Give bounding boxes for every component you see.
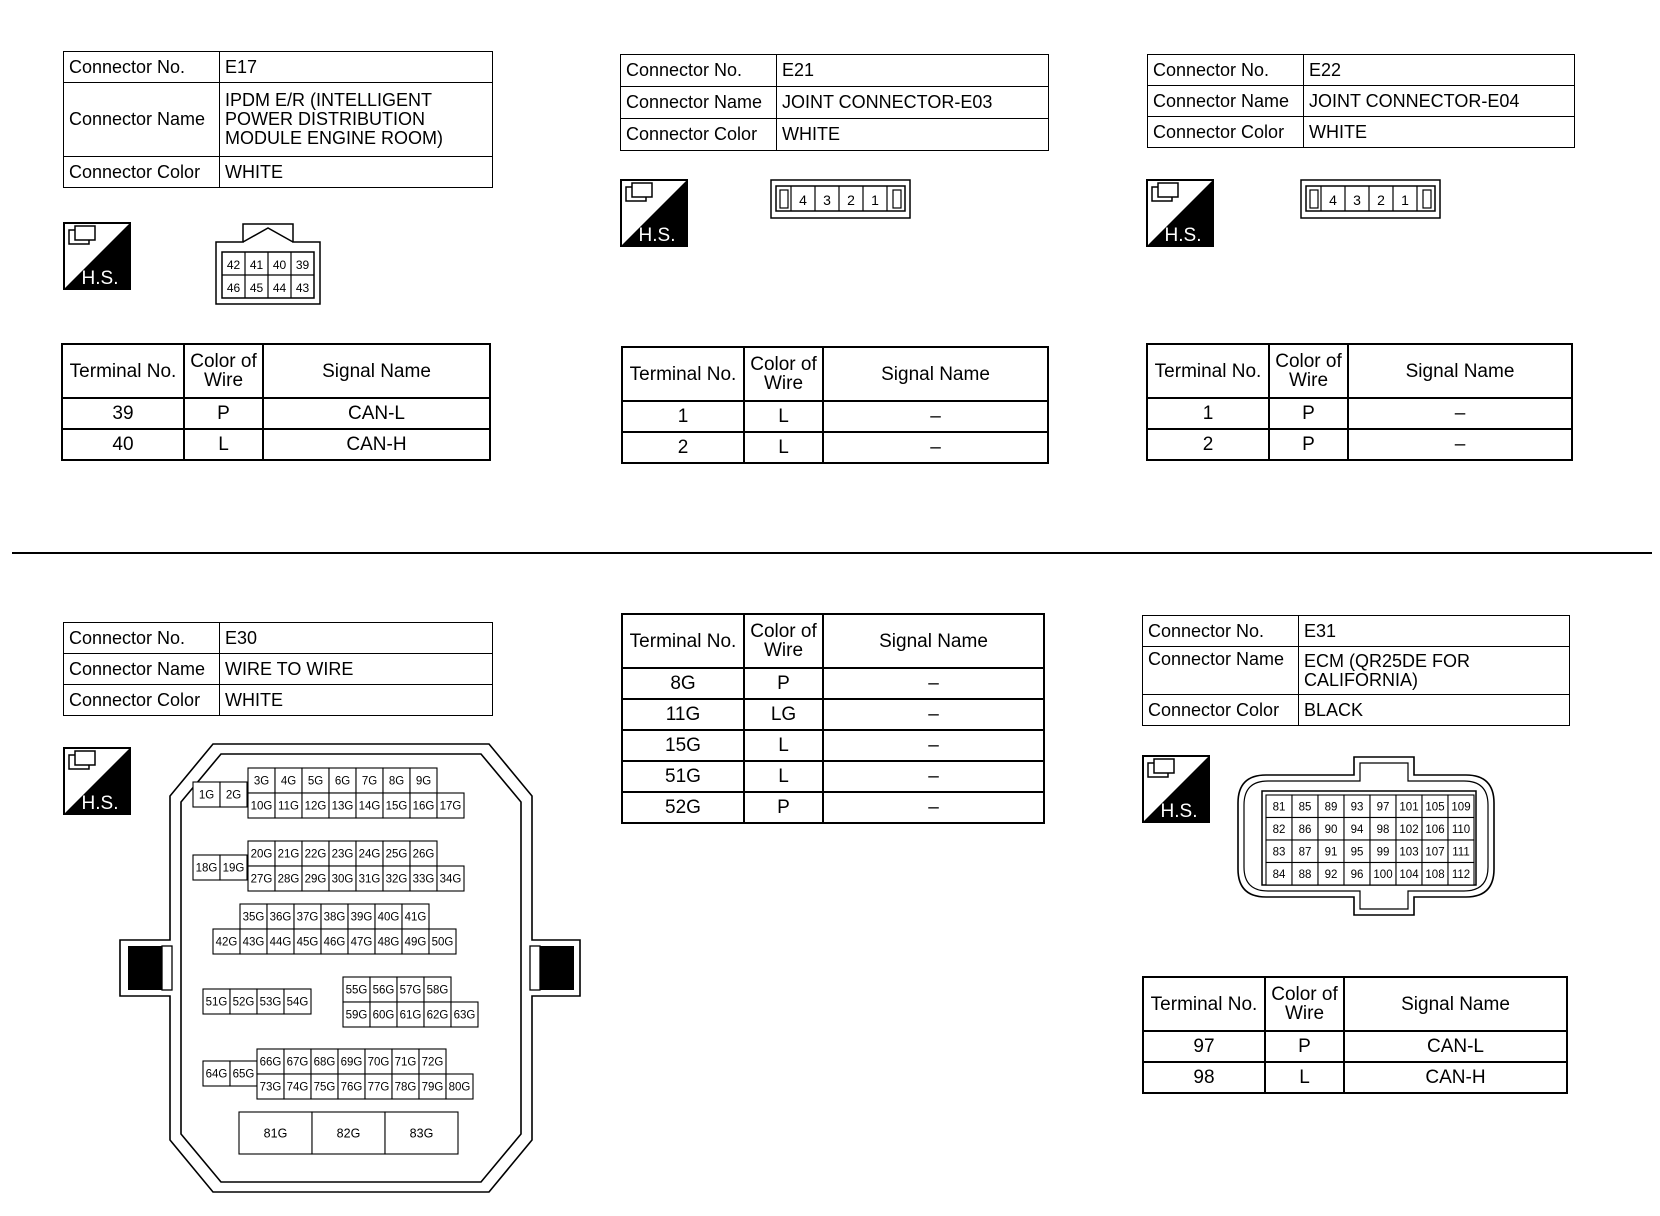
pin-85: 85 [1298,801,1312,814]
pin-22G: 22G [304,848,327,861]
harness-side-icon [1142,755,1210,823]
pin-81G: 81G [263,1126,288,1141]
pin-38G: 38G [323,911,346,924]
connector-name-label: Connector Name [621,87,777,119]
pin-55G: 55G [345,984,368,997]
pin-69G: 69G [340,1056,363,1069]
terminal-cell: 11G [622,699,744,730]
pin-23G: 23G [331,848,354,861]
pin-58G: 58G [426,984,449,997]
pin-65G: 65G [232,1068,255,1081]
signal-name-header: Signal Name [1344,977,1567,1031]
color-cell: P [1269,429,1348,460]
table-row [1147,398,1572,429]
pin-107: 107 [1425,846,1445,859]
signal-cell: – [1348,429,1572,460]
connector-name-label: Connector Name [1148,86,1304,117]
header-line: Color of [1275,351,1342,372]
pin-63G: 63G [453,1009,476,1022]
pin-1G: 1G [198,789,215,802]
pin-34G: 34G [439,873,462,886]
pin-50G: 50G [431,936,454,949]
color-of-wire-header [744,347,823,401]
pin-102: 102 [1399,823,1419,836]
pin-3G: 3G [253,775,270,788]
connector-no-value: E30 [220,623,493,654]
signal-cell: – [823,761,1044,792]
connector-no-value: E22 [1304,55,1575,86]
pin-59G: 59G [345,1009,368,1022]
header-line: Wire [1284,1003,1325,1024]
table-row [622,730,1044,761]
table-row [622,432,1048,463]
pin-2: 2 [847,192,855,208]
pin-13G: 13G [331,800,354,813]
pin-47G: 47G [350,936,373,949]
hs-label: H.S. [81,793,119,814]
connector-color-label: Connector Color [1148,117,1304,148]
color-cell: P [744,668,823,699]
pin-17G: 17G [439,800,462,813]
pin-43G: 43G [242,936,265,949]
signal-cell: – [823,401,1048,432]
connector-name-value: WIRE TO WIRE [220,654,493,685]
e22-connector-face [1300,179,1442,221]
pin-39: 39 [295,258,310,272]
connector-name-value: JOINT CONNECTOR-E03 [777,87,1049,119]
pin-2G: 2G [225,789,242,802]
pin-9G: 9G [415,775,432,788]
signal-cell: CAN-H [1344,1062,1567,1093]
pin-83: 83 [1272,846,1286,859]
pin-90: 90 [1324,823,1338,836]
pin-52G: 52G [232,996,255,1009]
pin-44G: 44G [269,936,292,949]
pin-83G: 83G [409,1126,434,1141]
terminal-cell: 39 [62,398,184,429]
color-of-wire-header [1265,977,1344,1031]
pin-41: 41 [249,258,264,272]
pin-2: 2 [1377,192,1385,208]
pin-48G: 48G [377,936,400,949]
signal-cell: – [823,730,1044,761]
pin-51G: 51G [205,996,228,1009]
terminal-cell: 51G [622,761,744,792]
terminal-cell: 97 [1143,1031,1265,1062]
connector-color-value: WHITE [220,157,493,188]
pin-1: 1 [871,192,879,208]
pin-60G: 60G [372,1009,395,1022]
connector-no-label: Connector No. [621,55,777,87]
pin-53G: 53G [259,996,282,1009]
pin-1: 1 [1401,192,1409,208]
connector-no-label: Connector No. [64,623,220,654]
pin-70G: 70G [367,1056,390,1069]
header-line: Color of [750,354,817,375]
name-line: MODULE ENGINE ROOM) [225,127,444,148]
terminal-no-header: Terminal No. [622,347,744,401]
table-row [1147,429,1572,460]
pin-73G: 73G [259,1081,282,1094]
e21-terminal-table [621,346,1049,464]
pin-7G: 7G [361,775,378,788]
connector-color-value: WHITE [220,685,493,716]
header-line: Wire [203,370,244,391]
pin-87: 87 [1298,846,1312,859]
terminal-cell: 2 [622,432,744,463]
e17-terminal-table [61,343,491,461]
e31-connector-face [1236,755,1496,919]
header-line: Color of [190,351,257,372]
pin-44: 44 [272,281,287,295]
signal-name-header: Signal Name [823,347,1048,401]
e21-connector-info [620,54,1049,151]
pin-84: 84 [1272,868,1286,881]
color-cell: P [184,398,263,429]
pin-6G: 6G [334,775,351,788]
pin-92: 92 [1324,868,1338,881]
connector-name-label: Connector Name [1143,647,1299,695]
pin-43: 43 [295,281,310,295]
pin-103: 103 [1399,846,1419,859]
color-of-wire-header [1269,344,1348,398]
pin-25G: 25G [385,848,408,861]
color-cell: P [744,792,823,823]
pin-41G: 41G [404,911,427,924]
connector-color-value: WHITE [777,119,1049,151]
table-row [1143,1062,1567,1093]
connector-no-label: Connector No. [1148,55,1304,86]
pin-18G: 18G [195,862,218,875]
terminal-cell: 2 [1147,429,1269,460]
connector-no-value: E31 [1299,616,1570,647]
harness-side-icon [620,179,688,247]
pin-33G: 33G [412,873,435,886]
pin-40: 40 [272,258,287,272]
table-row [622,699,1044,730]
terminal-cell: 1 [1147,398,1269,429]
e30-connector-face [115,740,585,1200]
pin-97: 97 [1376,801,1390,814]
connector-color-label: Connector Color [621,119,777,151]
table-row [62,398,490,429]
header-line: Color of [750,621,817,642]
pin-15G: 15G [385,800,408,813]
pin-101: 101 [1399,801,1419,814]
table-row [622,761,1044,792]
pin-24G: 24G [358,848,381,861]
pin-3: 3 [823,192,831,208]
terminal-no-header: Terminal No. [622,614,744,668]
pin-89: 89 [1324,801,1338,814]
pin-40G: 40G [377,911,400,924]
signal-name-header: Signal Name [263,344,490,398]
pin-21G: 21G [277,848,300,861]
pin-36G: 36G [269,911,292,924]
pin-45G: 45G [296,936,319,949]
pin-110: 110 [1451,823,1471,836]
color-cell: L [1265,1062,1344,1093]
pin-80G: 80G [448,1081,471,1094]
pin-37G: 37G [296,911,319,924]
pin-106: 106 [1425,823,1445,836]
header-line: Wire [763,373,804,394]
pin-109: 109 [1451,801,1471,814]
pin-42: 42 [226,258,241,272]
pin-94: 94 [1350,823,1364,836]
pin-71G: 71G [394,1056,417,1069]
color-cell: L [744,730,823,761]
terminal-cell: 52G [622,792,744,823]
name-line: POWER DISTRIBUTION [225,109,426,130]
e21-connector-face [770,179,912,221]
connector-no-label: Connector No. [1143,616,1299,647]
pin-100: 100 [1373,868,1393,881]
connector-name-value: JOINT CONNECTOR-E04 [1304,86,1575,117]
name-line: ECM (QR25DE FOR [1304,650,1471,671]
connector-color-label: Connector Color [1143,695,1299,726]
pin-14G: 14G [358,800,381,813]
pin-77G: 77G [367,1081,390,1094]
pin-61G: 61G [399,1009,422,1022]
terminal-cell: 15G [622,730,744,761]
pin-54G: 54G [286,996,309,1009]
e22-connector-info [1147,54,1575,148]
pin-5G: 5G [307,775,324,788]
signal-cell: – [823,432,1048,463]
signal-cell: – [823,699,1044,730]
color-cell: L [744,401,823,432]
e30-connector-info [63,622,493,716]
pin-78G: 78G [394,1081,417,1094]
pin-76G: 76G [340,1081,363,1094]
table-row [62,429,490,460]
hs-label: H.S. [1160,801,1198,822]
color-of-wire-header [184,344,263,398]
connector-name-value [220,83,493,157]
header-line: Wire [763,640,804,661]
name-line: CALIFORNIA) [1304,669,1419,690]
connector-color-value: BLACK [1299,695,1570,726]
color-of-wire-header [744,614,823,668]
signal-cell: – [823,792,1044,823]
pin-91: 91 [1324,846,1338,859]
connector-name-value [1299,647,1570,695]
pin-96: 96 [1350,868,1364,881]
terminal-cell: 1 [622,401,744,432]
connector-color-value: WHITE [1304,117,1575,148]
signal-name-header: Signal Name [823,614,1044,668]
terminal-no-header: Terminal No. [1143,977,1265,1031]
terminal-cell: 40 [62,429,184,460]
e31-connector-info [1142,615,1570,726]
color-cell: L [744,761,823,792]
connector-color-label: Connector Color [64,157,220,188]
signal-cell: – [1348,398,1572,429]
pin-46G: 46G [323,936,346,949]
connector-no-value: E17 [220,52,493,83]
pin-19G: 19G [222,862,245,875]
pin-82: 82 [1272,823,1286,836]
pin-4: 4 [1329,192,1337,208]
pin-8G: 8G [388,775,405,788]
pin-11G: 11G [278,800,299,813]
pin-28G: 28G [277,873,300,886]
pin-16G: 16G [412,800,435,813]
hs-label: H.S. [638,225,676,246]
pin-20G: 20G [250,848,273,861]
signal-cell: CAN-L [1344,1031,1567,1062]
header-line: Wire [1288,370,1329,391]
hs-label: H.S. [1164,225,1202,246]
pin-75G: 75G [313,1081,336,1094]
e22-terminal-table [1146,343,1573,461]
table-row [622,668,1044,699]
pin-105: 105 [1425,801,1445,814]
terminal-cell: 98 [1143,1062,1265,1093]
pin-81: 81 [1272,801,1286,814]
signal-cell: CAN-L [263,398,490,429]
pin-99: 99 [1376,846,1390,859]
pin-31G: 31G [358,873,381,886]
pin-95: 95 [1350,846,1364,859]
connector-no-value: E21 [777,55,1049,87]
pin-82G: 82G [336,1126,361,1141]
pin-12G: 12G [304,800,327,813]
pin-86: 86 [1298,823,1312,836]
table-row [1143,1031,1567,1062]
pin-98: 98 [1376,823,1390,836]
pin-64G: 64G [205,1068,228,1081]
pin-49G: 49G [404,936,427,949]
connector-name-label: Connector Name [64,83,220,157]
connector-color-label: Connector Color [64,685,220,716]
hs-label: H.S. [81,268,119,289]
signal-cell: CAN-H [263,429,490,460]
pin-26G: 26G [412,848,435,861]
pin-10G: 10G [250,800,273,813]
signal-cell: – [823,668,1044,699]
pin-88: 88 [1298,868,1312,881]
e17-connector-info [63,51,493,188]
section-divider [12,552,1652,554]
signal-name-header: Signal Name [1348,344,1572,398]
pin-32G: 32G [385,873,408,886]
header-line: Color of [1271,984,1338,1005]
terminal-cell: 8G [622,668,744,699]
connector-name-label: Connector Name [64,654,220,685]
pin-93: 93 [1350,801,1364,814]
pin-62G: 62G [426,1009,449,1022]
pin-27G: 27G [250,873,273,886]
pin-45: 45 [249,281,264,295]
pin-3: 3 [1353,192,1361,208]
e30-terminal-table [621,613,1045,824]
connector-no-label: Connector No. [64,52,220,83]
pin-67G: 67G [286,1056,309,1069]
color-cell: L [744,432,823,463]
pin-68G: 68G [313,1056,336,1069]
pin-72G: 72G [421,1056,444,1069]
pin-108: 108 [1425,868,1445,881]
pin-112: 112 [1451,868,1471,881]
pin-57G: 57G [399,984,422,997]
pin-79G: 79G [421,1081,444,1094]
harness-side-icon [1146,179,1214,247]
color-cell: LG [744,699,823,730]
pin-42G: 42G [215,936,238,949]
pin-111: 111 [1452,846,1470,859]
pin-35G: 35G [242,911,265,924]
color-cell: P [1265,1031,1344,1062]
pin-4G: 4G [280,775,297,788]
pin-46: 46 [226,281,241,295]
pin-74G: 74G [286,1081,309,1094]
terminal-no-header: Terminal No. [1147,344,1269,398]
pin-29G: 29G [304,873,327,886]
color-cell: P [1269,398,1348,429]
pin-104: 104 [1399,868,1419,881]
name-line: IPDM E/R (INTELLIGENT [225,90,433,111]
harness-side-icon [63,222,131,290]
pin-30G: 30G [331,873,354,886]
pin-66G: 66G [259,1056,282,1069]
terminal-no-header: Terminal No. [62,344,184,398]
pin-56G: 56G [372,984,395,997]
e31-terminal-table [1142,976,1568,1094]
table-row [622,401,1048,432]
table-row [622,792,1044,823]
pin-39G: 39G [350,911,373,924]
e17-connector-face [214,222,324,306]
color-cell: L [184,429,263,460]
pin-4: 4 [799,192,807,208]
